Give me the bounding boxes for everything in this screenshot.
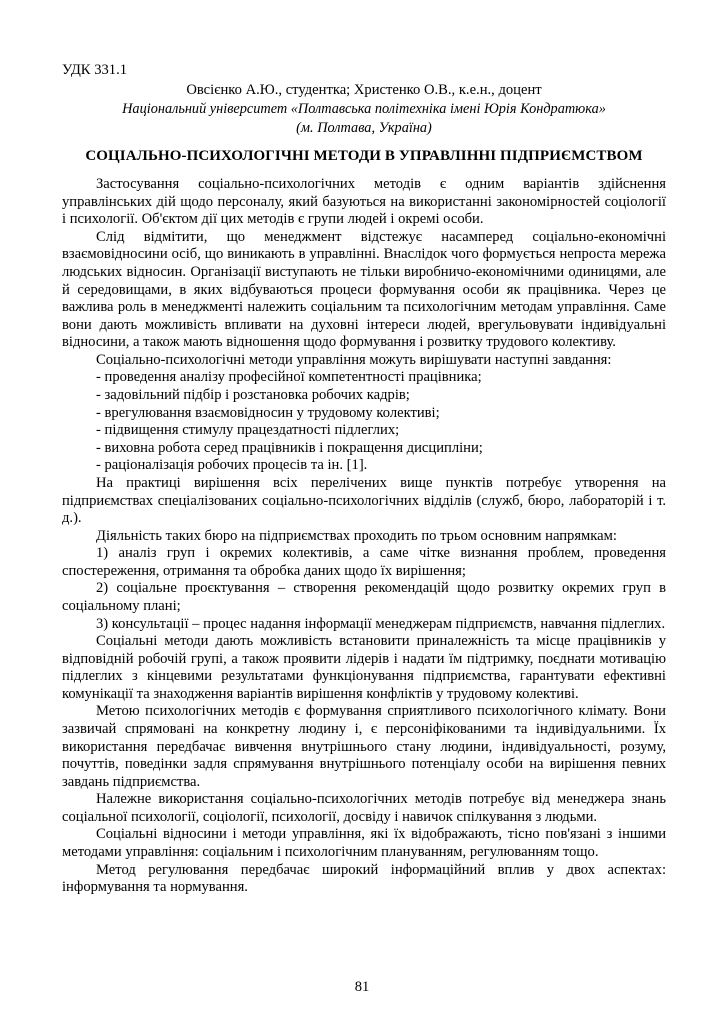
affiliation-line: Національний університет «Полтавська політехніка імені Юрія Кондратюка» bbox=[122, 101, 606, 118]
paragraph: Соціально-психологічні методи управління можуть вирішувати наступні завдання: bbox=[96, 351, 612, 368]
paragraph: Метод регулювання передбачає широкий інформаційний вплив у двох аспектах: інформування та нормування. bbox=[62, 861, 666, 896]
list-item: - задовільний підбір і розстановка робочих кадрів; bbox=[96, 387, 410, 404]
numbered-item: 2) соціальне проєктування – створення рекомендацій щодо розвитку окремих груп в соціальному плані; bbox=[62, 580, 666, 614]
list-item: - підвищення стимулу працездатності підлеглих; bbox=[96, 422, 400, 439]
paragraph: Застосування соціально-психологічних методів є одним варіантів здійснення управлінських дій щодо персоналу, який базуються на використанні закономірностей соціології і психології. Об'єктом дії цих методів є групи людей і окремі особи. bbox=[62, 176, 666, 228]
authors-line: Овсієнко А.Ю., студентка; Христенко О.В., к.е.н., доцент bbox=[186, 82, 542, 99]
article-body bbox=[62, 176, 666, 897]
paragraph: Соціальні методи дають можливість встановити приналежність та місце працівників у відповідній робочій групі, а також проявити лідерів і надати їм підтримку, поєднати мотивацію підлеглих з кінцевими результатами функціонування підприємства, гарантувати ефективні комунікації та знаходження варіантів вирішення конфліктів у трудовому колективі. bbox=[62, 633, 666, 702]
numbered-item: 3) консультації – процес надання інформації менеджерам підприємств, навчання підлеглих. bbox=[96, 615, 666, 632]
paragraph: Належне використання соціально-психологічних методів потребує від менеджера знань соціальної психології, соціології, психології, досвіду і навичок спілкування з людьми. bbox=[62, 791, 666, 825]
paragraph: Соціальні відносини і методи управління, які їх відображають, тісно пов'язані з іншими методами управління: соціальним і психологічним плануванням, регулюванням тощо. bbox=[62, 826, 666, 861]
paragraph: Метою психологічних методів є формування сприятливого психологічного клімату. Вони зазвичай спрямовані на конкретну людину і, є персоніфікованими та індивідуальними. Їх використання передбачає вивчення внутрішнього стану людини, індивідуальності, розуму, почуттів, поведінки задля спрямування внутрішнього потенціалу особи на вирішення певних завдань підприємства. bbox=[62, 703, 666, 790]
list-item: - проведення аналізу професійної компетентності працівника; bbox=[96, 369, 482, 386]
list-item: - раціоналізація робочих процесів та ін. [1]. bbox=[96, 457, 368, 474]
page-number: 81 bbox=[354, 979, 370, 995]
city-line: (м. Полтава, Україна) bbox=[296, 119, 432, 136]
udk-code: УДК 331.1 bbox=[62, 62, 128, 78]
numbered-item: 1) аналіз груп і окремих колективів, а саме чітке визнання проблем, проведення спостереження, отримання та обробка даних щодо їх вирішення; bbox=[62, 545, 666, 579]
list-item: - врегулювання взаємовідносин у трудовому колективі; bbox=[96, 404, 440, 421]
page-title: СОЦІАЛЬНО-ПСИХОЛОГІЧНІ МЕТОДИ В УПРАВЛІННІ ПІДПРИЄМСТВОМ bbox=[85, 148, 643, 165]
paragraph: Діяльність таких бюро на підприємствах проходить по трьом основним напрямкам: bbox=[96, 527, 617, 544]
paragraph: Слід відмітити, що менеджмент відстежує насамперед соціально-економічні взаємовідносини осіб, що виникають в управлінні. Внаслідок чого формується непроста мережа людських відносин. Організації виступають не тільки виробничо-економічними одиницями, але й середовищами, в яких відбуваються процеси формування особи як працівника. Через це важлива роль в менеджменті належить соціальним та психологічним методам управління. Саме вони дають можливість впливати на духовні інтереси людей, врегульовувати індивідуальні відносини, а також мають відношення щодо формування і розвитку трудового колективу. bbox=[62, 228, 666, 351]
paragraph: На практиці вирішення всіх перелічених вище пунктів потребує утворення на підприємствах спеціалізованих соціально-психологічних відділів (служб, бюро, лабораторій і т. д.). bbox=[62, 474, 666, 527]
list-item: - виховна робота серед працівників і покращення дисципліни; bbox=[96, 439, 483, 456]
